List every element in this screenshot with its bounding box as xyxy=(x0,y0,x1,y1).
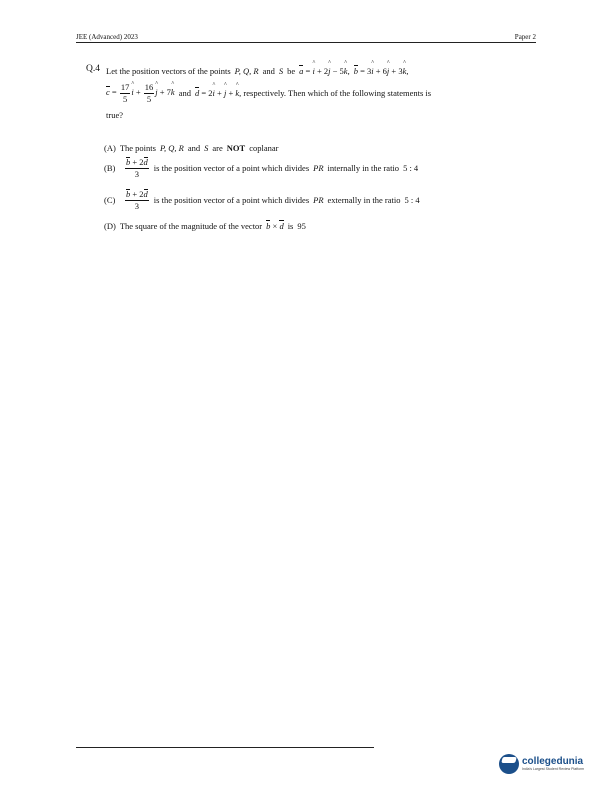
vector-a-def: a = ^ i + 2^ j − 5^ k xyxy=(299,66,347,76)
fraction-b-2d-over-3: $\frac{b + 2d}{3}$ xyxy=(126,157,148,179)
footer-divider xyxy=(76,747,374,748)
question-line-1: Let the position vectors of the points P, Q, R and S be a = ^ i + 2^ j − 5^ k , b = 3^ i + 6^ j + 3^ k , xyxy=(106,66,409,76)
vector-d-def: d = 2^ i + ^ j + ^ k xyxy=(195,88,239,98)
header-right: Paper 2 xyxy=(514,33,536,41)
option-b[interactable]: (B) $\frac{b + 2d}{3}$ is the position vector of a point which divides PR internally in the ratio 5 : 4 xyxy=(104,157,419,179)
option-a[interactable]: (A) The points P, Q, R and S are NOT coplanar xyxy=(104,143,279,153)
question-number: Q.4 xyxy=(86,64,100,74)
collegedunia-logo xyxy=(499,754,584,774)
vector-c-def: c = $\frac{17}{5}$ ^ i + $\frac{16}{5}$ ^ j + 7^ k xyxy=(106,83,175,103)
logo-name: collegedunia xyxy=(522,755,584,767)
graduation-cap-icon xyxy=(499,754,519,774)
fraction-b-2d-over-3: $\frac{b + 2d}{3}$ xyxy=(126,189,148,211)
question-line-3: true? xyxy=(106,110,123,120)
vector-b-def: b = 3^ i + 6^ j + 3^ k xyxy=(354,66,407,76)
cross-product-bxd: b × d xyxy=(266,221,284,231)
option-d[interactable]: (D) The square of the magnitude of the vector b × d is 95 xyxy=(104,221,306,231)
question-line-2: c = $\frac{17}{5}$ ^ i + $\frac{16}{5}$ ^ j + 7^ k and d = 2^ i + ^ j + ^ k , respectively. Then which of the following statements is xyxy=(106,83,431,103)
header-left: JEE (Advanced) 2023 xyxy=(76,33,138,41)
header-divider xyxy=(76,42,536,43)
logo-tagline: India's Largest Student Review Platform xyxy=(522,766,585,771)
option-c[interactable]: (C) $\frac{b + 2d}{3}$ is the position vector of a point which divides PR externally in the ratio 5 : 4 xyxy=(104,189,420,211)
